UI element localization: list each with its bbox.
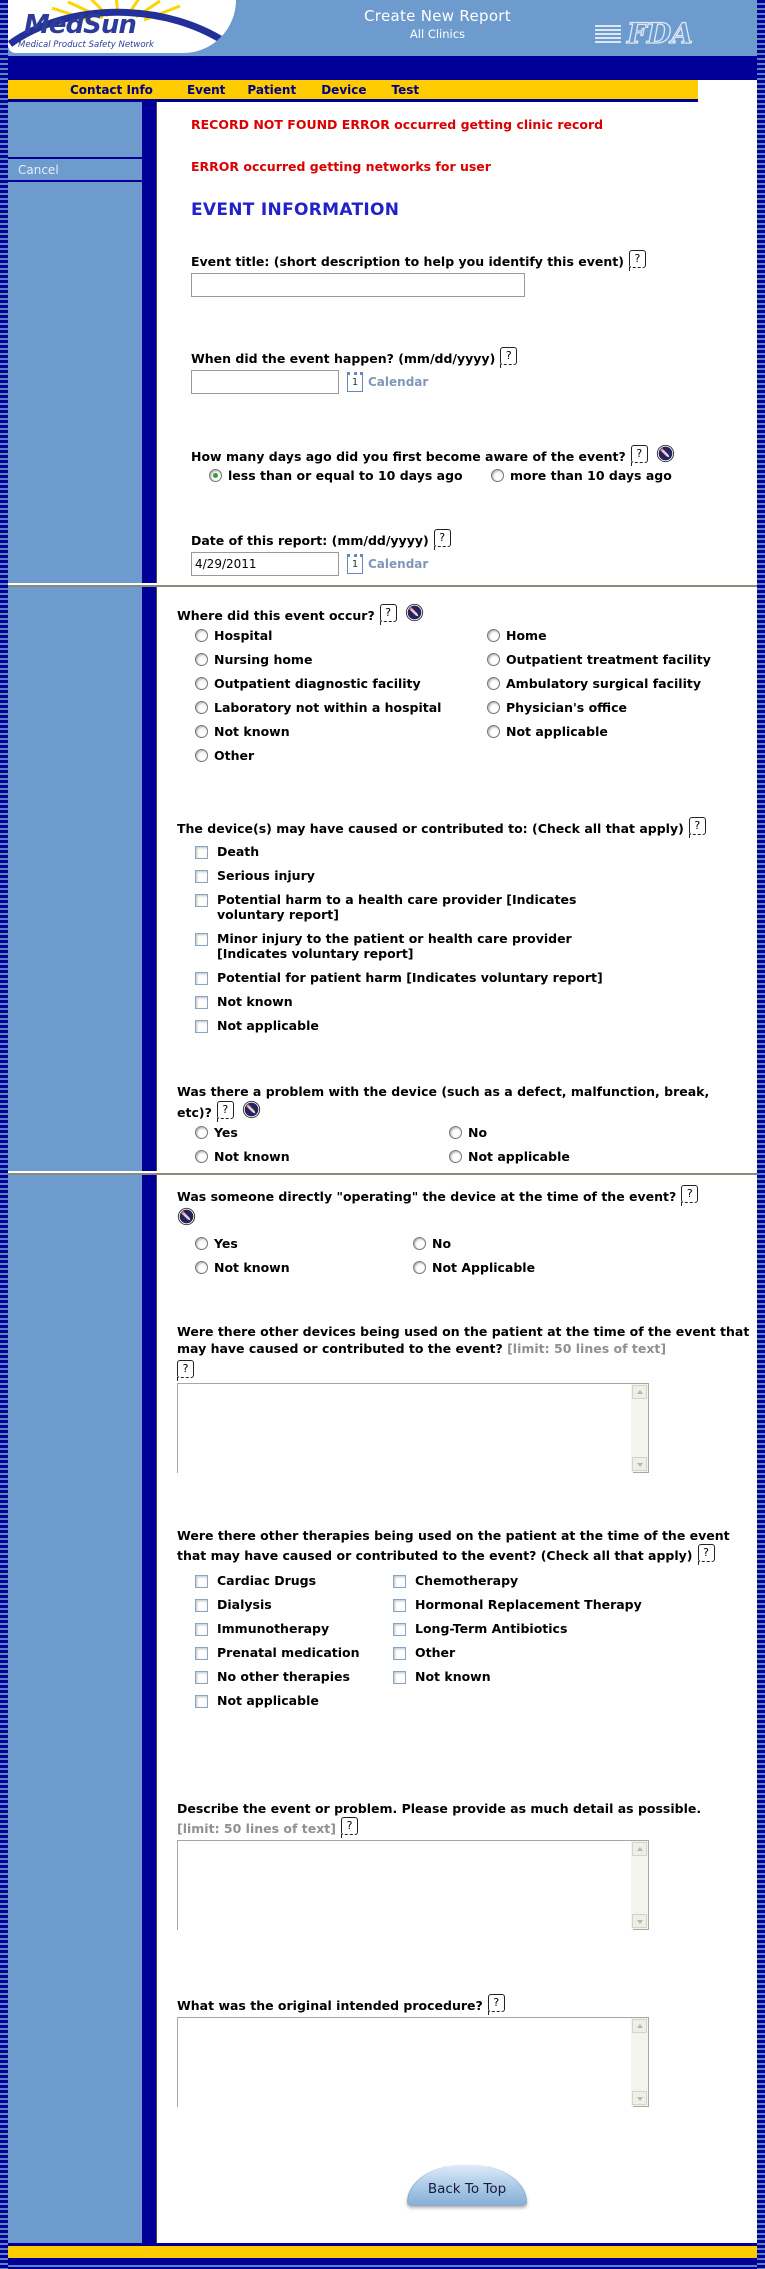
other-therapies-label: Were there other therapies being used on the patient at the time of the event that may have caused or contributed to the event? (Check all that apply) ?	[177, 1528, 730, 1563]
back-to-top-label[interactable]: Back To Top	[427, 2181, 507, 2197]
radio-label[interactable]: Home	[506, 628, 547, 643]
fda-logo	[595, 17, 699, 49]
radio-label[interactable]: Other	[214, 748, 255, 763]
radio-label[interactable]: Yes	[214, 1125, 238, 1140]
svg-text:FDA: FDA	[627, 17, 693, 49]
radio-row	[195, 1149, 449, 1164]
header	[0, 0, 765, 56]
radio-row	[195, 628, 487, 643]
sidebar	[8, 1175, 142, 2243]
scroll-down-icon[interactable]	[632, 1914, 647, 1928]
checkbox-label[interactable]: Potential harm to a health care provider [Indicates voluntary report]	[217, 892, 577, 922]
radio-label[interactable]: Nursing home	[214, 652, 313, 667]
checkbox-label[interactable]: Immunotherapy	[217, 1621, 330, 1636]
radio-row	[487, 628, 757, 643]
checkbox-potential-harm-provider[interactable]	[195, 894, 208, 907]
radio-hospital[interactable]	[195, 629, 208, 642]
checkbox-row	[393, 1573, 757, 1588]
checkbox-row	[195, 1621, 393, 1636]
help-icon[interactable]: ?	[629, 250, 646, 268]
content-section-1	[156, 102, 757, 583]
help-icon[interactable]: ?	[698, 1544, 715, 1562]
radio-label[interactable]: Not known	[214, 724, 290, 739]
radio-operating-yes[interactable]	[195, 1237, 208, 1250]
checkbox-row	[195, 1018, 625, 1033]
radio-row	[449, 1125, 757, 1140]
radio-problem-yes[interactable]	[195, 1126, 208, 1139]
radio-label[interactable]: Not known	[214, 1149, 290, 1164]
intended-procedure-textarea[interactable]	[178, 2018, 633, 2108]
checkbox-label[interactable]: Minor injury to the patient or health care provider [Indicates voluntary report]	[217, 931, 572, 961]
radio-row	[413, 1260, 757, 1275]
page-subtitle: All Clinics	[409, 27, 466, 41]
checkbox-row	[195, 1645, 393, 1660]
sidebar	[8, 587, 142, 1171]
radio-other[interactable]	[195, 749, 208, 762]
days-aware-label: How many days ago did you first become aware of the event? ?	[191, 444, 757, 465]
radio-label[interactable]: Laboratory not within a hospital	[214, 700, 442, 715]
checkbox-row	[195, 1669, 393, 1684]
checkbox-other-therapy[interactable]	[393, 1647, 406, 1660]
radio-not-known[interactable]	[195, 725, 208, 738]
section-1	[0, 102, 765, 583]
event-title-label: Event title: (short description to help you identify this event) ?	[191, 250, 757, 270]
tab-device[interactable]: Device	[321, 82, 367, 97]
radio-problem-not-known[interactable]	[195, 1150, 208, 1163]
textarea-scrollbar[interactable]	[631, 2018, 648, 2106]
footer-navy-bar	[0, 2258, 765, 2265]
page-heading: EVENT INFORMATION	[191, 200, 400, 220]
radio-physicians-office[interactable]	[487, 701, 500, 714]
checkbox-prenatal-medication[interactable]	[195, 1647, 208, 1660]
checkbox-cardiac-drugs[interactable]	[195, 1575, 208, 1588]
radio-label[interactable]: Hospital	[214, 628, 273, 643]
required-pen-icon	[656, 444, 675, 463]
radio-row	[195, 1260, 413, 1275]
radio-label[interactable]: Physician's office	[506, 700, 627, 715]
tab-test[interactable]: Test	[391, 82, 420, 97]
fda-lines-icon	[595, 25, 621, 45]
checkbox-no-other-therapies[interactable]	[195, 1671, 208, 1684]
radio-nursing-home[interactable]	[195, 653, 208, 666]
checkbox-label[interactable]: Dialysis	[217, 1597, 272, 1612]
radio-more-than-10-days[interactable]	[491, 469, 504, 482]
radio-label[interactable]: Not known	[214, 1260, 290, 1275]
checkbox-row	[195, 994, 625, 1009]
scroll-up-icon[interactable]	[632, 1842, 647, 1856]
radio-row	[209, 468, 491, 483]
checkbox-row	[195, 970, 625, 985]
textarea-scrollbar[interactable]	[631, 1384, 648, 1472]
help-icon[interactable]: ?	[177, 1360, 194, 1378]
radio-operating-not-applicable[interactable]	[413, 1261, 426, 1274]
scroll-down-icon[interactable]	[632, 1457, 647, 1471]
event-date-label: When did the event happen? (mm/dd/yyyy) ?	[191, 347, 757, 367]
help-icon[interactable]: ?	[689, 817, 706, 835]
checkbox-row	[195, 892, 625, 922]
checkbox-label[interactable]: Not known	[415, 1669, 491, 1684]
radio-label[interactable]: Not applicable	[468, 1149, 570, 1164]
checkbox-row	[393, 1621, 757, 1636]
checkbox-row	[195, 1597, 393, 1612]
limit-note: [limit: 50 lines of text]	[507, 1341, 667, 1356]
scroll-up-icon[interactable]	[632, 2019, 647, 2033]
checkbox-label[interactable]: Not known	[217, 994, 293, 1009]
sidebar-navy-divider	[142, 587, 156, 1171]
help-icon[interactable]: ?	[380, 604, 397, 622]
device-problem-label: Was there a problem with the device (such as a defect, malfunction, break, etc)? ?	[177, 1084, 710, 1120]
radio-row	[487, 700, 757, 715]
checkbox-label[interactable]: No other therapies	[217, 1669, 350, 1684]
fda-letters-icon	[625, 17, 699, 49]
sidebar	[8, 102, 142, 583]
radio-operating-not-known[interactable]	[195, 1261, 208, 1274]
checkbox-dialysis[interactable]	[195, 1599, 208, 1612]
checkbox-long-term-antibiotics[interactable]	[393, 1623, 406, 1636]
radio-row	[195, 724, 487, 739]
checkbox-label[interactable]: Prenatal medication	[217, 1645, 360, 1660]
page-title: Create New Report	[364, 7, 511, 25]
calendar-icon[interactable]: 1	[347, 554, 363, 574]
event-title-input[interactable]	[191, 273, 525, 297]
operating-label: Was someone directly "operating" the device at the time of the event? ?	[177, 1185, 757, 1228]
radio-label[interactable]: Not applicable	[506, 724, 608, 739]
radio-row	[195, 652, 487, 667]
help-icon[interactable]: ?	[500, 347, 517, 365]
describe-textarea-wrap	[177, 1840, 649, 1930]
radio-label[interactable]: less than or equal to 10 days ago	[228, 468, 463, 483]
help-icon[interactable]: ?	[434, 529, 451, 547]
tab-contact-info[interactable]: Contact Info	[70, 82, 153, 97]
describe-textarea[interactable]	[178, 1841, 633, 1931]
checkbox-not-applicable[interactable]	[195, 1020, 208, 1033]
event-date-input[interactable]	[191, 370, 339, 394]
radio-laboratory[interactable]	[195, 701, 208, 714]
checkbox-row	[195, 931, 625, 961]
checkbox-potential-patient-harm[interactable]	[195, 972, 208, 985]
nav-bar	[8, 80, 698, 102]
section-3	[0, 1175, 765, 2243]
sidebar-navy-divider	[142, 1175, 156, 2243]
help-icon[interactable]: ?	[681, 1185, 698, 1203]
checkbox-label[interactable]: Serious injury	[217, 868, 315, 883]
help-icon[interactable]: ?	[217, 1101, 234, 1119]
checkbox-therapy-not-applicable[interactable]	[195, 1695, 208, 1708]
radio-not-applicable[interactable]	[487, 725, 500, 738]
checkbox-label[interactable]: Not applicable	[217, 1018, 319, 1033]
where-occur-label: Where did this event occur? ?	[177, 603, 757, 624]
help-icon[interactable]: ?	[341, 1817, 358, 1835]
checkbox-chemotherapy[interactable]	[393, 1575, 406, 1588]
radio-row	[413, 1236, 757, 1251]
radio-less-than-10-days[interactable]	[209, 469, 222, 482]
checkbox-hormonal-replacement[interactable]	[393, 1599, 406, 1612]
radio-label[interactable]: Yes	[214, 1236, 238, 1251]
checkbox-immunotherapy[interactable]	[195, 1623, 208, 1636]
radio-operating-no[interactable]	[413, 1237, 426, 1250]
checkbox-label[interactable]: Hormonal Replacement Therapy	[415, 1597, 642, 1612]
radio-label[interactable]: No	[432, 1236, 452, 1251]
sidebar-navy-divider	[142, 102, 156, 583]
checkbox-row	[393, 1669, 757, 1684]
tab-event[interactable]: Event	[186, 82, 226, 97]
radio-label[interactable]: Not Applicable	[432, 1260, 536, 1275]
radio-row	[195, 1125, 449, 1140]
checkbox-label[interactable]: Death	[217, 844, 260, 859]
checkbox-label[interactable]: Potential for patient harm [Indicates voluntary report]	[217, 970, 603, 985]
logo-tagline: Medical Product Safety Network	[18, 40, 154, 50]
radio-row	[487, 724, 757, 739]
radio-problem-no[interactable]	[449, 1126, 462, 1139]
radio-label[interactable]: Ambulatory surgical facility	[506, 676, 701, 691]
intended-procedure-label: What was the original intended procedure? ?	[177, 1994, 757, 2014]
radio-row	[449, 1149, 757, 1164]
back-to-top-button[interactable]	[407, 2165, 527, 2206]
radio-ambulatory-surgical[interactable]	[487, 677, 500, 690]
checkbox-row	[195, 868, 625, 883]
error-message-1: RECORD NOT FOUND ERROR occurred getting clinic record	[191, 117, 604, 132]
checkbox-label[interactable]: Long-Term Antibiotics	[415, 1621, 568, 1636]
radio-row	[491, 468, 757, 483]
checkbox-label[interactable]: Not applicable	[217, 1693, 319, 1708]
left-striped-border	[0, 0, 8, 2269]
error-message-2: ERROR occurred getting networks for user	[191, 159, 491, 174]
radio-outpatient-treatment[interactable]	[487, 653, 500, 666]
checkbox-row	[195, 844, 625, 859]
radio-row	[195, 676, 487, 691]
section-2	[0, 587, 765, 1171]
checkbox-row	[195, 1693, 393, 1708]
radio-row	[195, 700, 487, 715]
scroll-down-icon[interactable]	[632, 2091, 647, 2105]
other-devices-textarea-wrap	[177, 1383, 649, 1473]
checkbox-row	[393, 1645, 757, 1660]
radio-row	[487, 676, 757, 691]
radio-row	[487, 652, 757, 667]
right-striped-border	[757, 0, 765, 2269]
required-pen-icon	[177, 1207, 196, 1226]
cancel-button[interactable]: Cancel	[8, 159, 142, 182]
nav-row	[0, 80, 765, 102]
other-devices-textarea[interactable]	[178, 1384, 633, 1474]
radio-label[interactable]: Outpatient treatment facility	[506, 652, 711, 667]
checkbox-serious-injury[interactable]	[195, 870, 208, 883]
checkbox-not-known[interactable]	[195, 996, 208, 1009]
checkbox-death[interactable]	[195, 846, 208, 859]
contributed-label: The device(s) may have caused or contributed to: (Check all that apply) ?	[177, 817, 737, 837]
report-date-label: Date of this report: (mm/dd/yyyy) ?	[191, 529, 757, 549]
textarea-scrollbar[interactable]	[631, 1841, 648, 1929]
content-section-3	[156, 1175, 757, 2243]
content-section-2	[156, 587, 757, 1171]
calendar-link[interactable]: Calendar	[368, 375, 429, 389]
report-date-input[interactable]	[191, 552, 339, 576]
radio-row	[195, 748, 487, 763]
radio-home[interactable]	[487, 629, 500, 642]
describe-label: Describe the event or problem. Please provide as much detail as possible. [limit: 50 lines of text] ?	[177, 1801, 702, 1836]
radio-label[interactable]: No	[468, 1125, 488, 1140]
radio-label[interactable]: Outpatient diagnostic facility	[214, 676, 421, 691]
logo-wordmark: MedSun	[24, 10, 136, 40]
calendar-icon[interactable]: 1	[347, 372, 363, 392]
checkbox-row	[195, 1573, 393, 1588]
intended-procedure-textarea-wrap	[177, 2017, 649, 2107]
help-icon[interactable]: ?	[488, 1994, 505, 2012]
required-pen-icon	[405, 603, 424, 622]
scroll-up-icon[interactable]	[632, 1385, 647, 1399]
sidebar-empty-cell	[8, 102, 142, 159]
other-devices-label: Were there other devices being used on the patient at the time of the event that may have caused or contributed to the event? [limit: 50 lines of text] ?	[177, 1323, 757, 1380]
calendar-link[interactable]: Calendar	[368, 557, 429, 571]
checkbox-label[interactable]: Cardiac Drugs	[217, 1573, 317, 1588]
radio-outpatient-diagnostic[interactable]	[195, 677, 208, 690]
tab-patient[interactable]: Patient	[247, 82, 297, 97]
navy-band	[0, 56, 765, 80]
checkbox-therapy-not-known[interactable]	[393, 1671, 406, 1684]
radio-problem-not-applicable[interactable]	[449, 1150, 462, 1163]
help-icon[interactable]: ?	[631, 445, 648, 463]
checkbox-minor-injury[interactable]	[195, 933, 208, 946]
radio-row	[195, 1236, 413, 1251]
checkbox-label[interactable]: Chemotherapy	[415, 1573, 519, 1588]
checkbox-label[interactable]: Other	[415, 1645, 456, 1660]
radio-label[interactable]: more than 10 days ago	[510, 468, 672, 483]
required-pen-icon	[242, 1100, 261, 1119]
checkbox-row	[393, 1597, 757, 1612]
limit-note: [limit: 50 lines of text]	[177, 1821, 336, 1836]
footer-gold-bar	[0, 2246, 765, 2258]
